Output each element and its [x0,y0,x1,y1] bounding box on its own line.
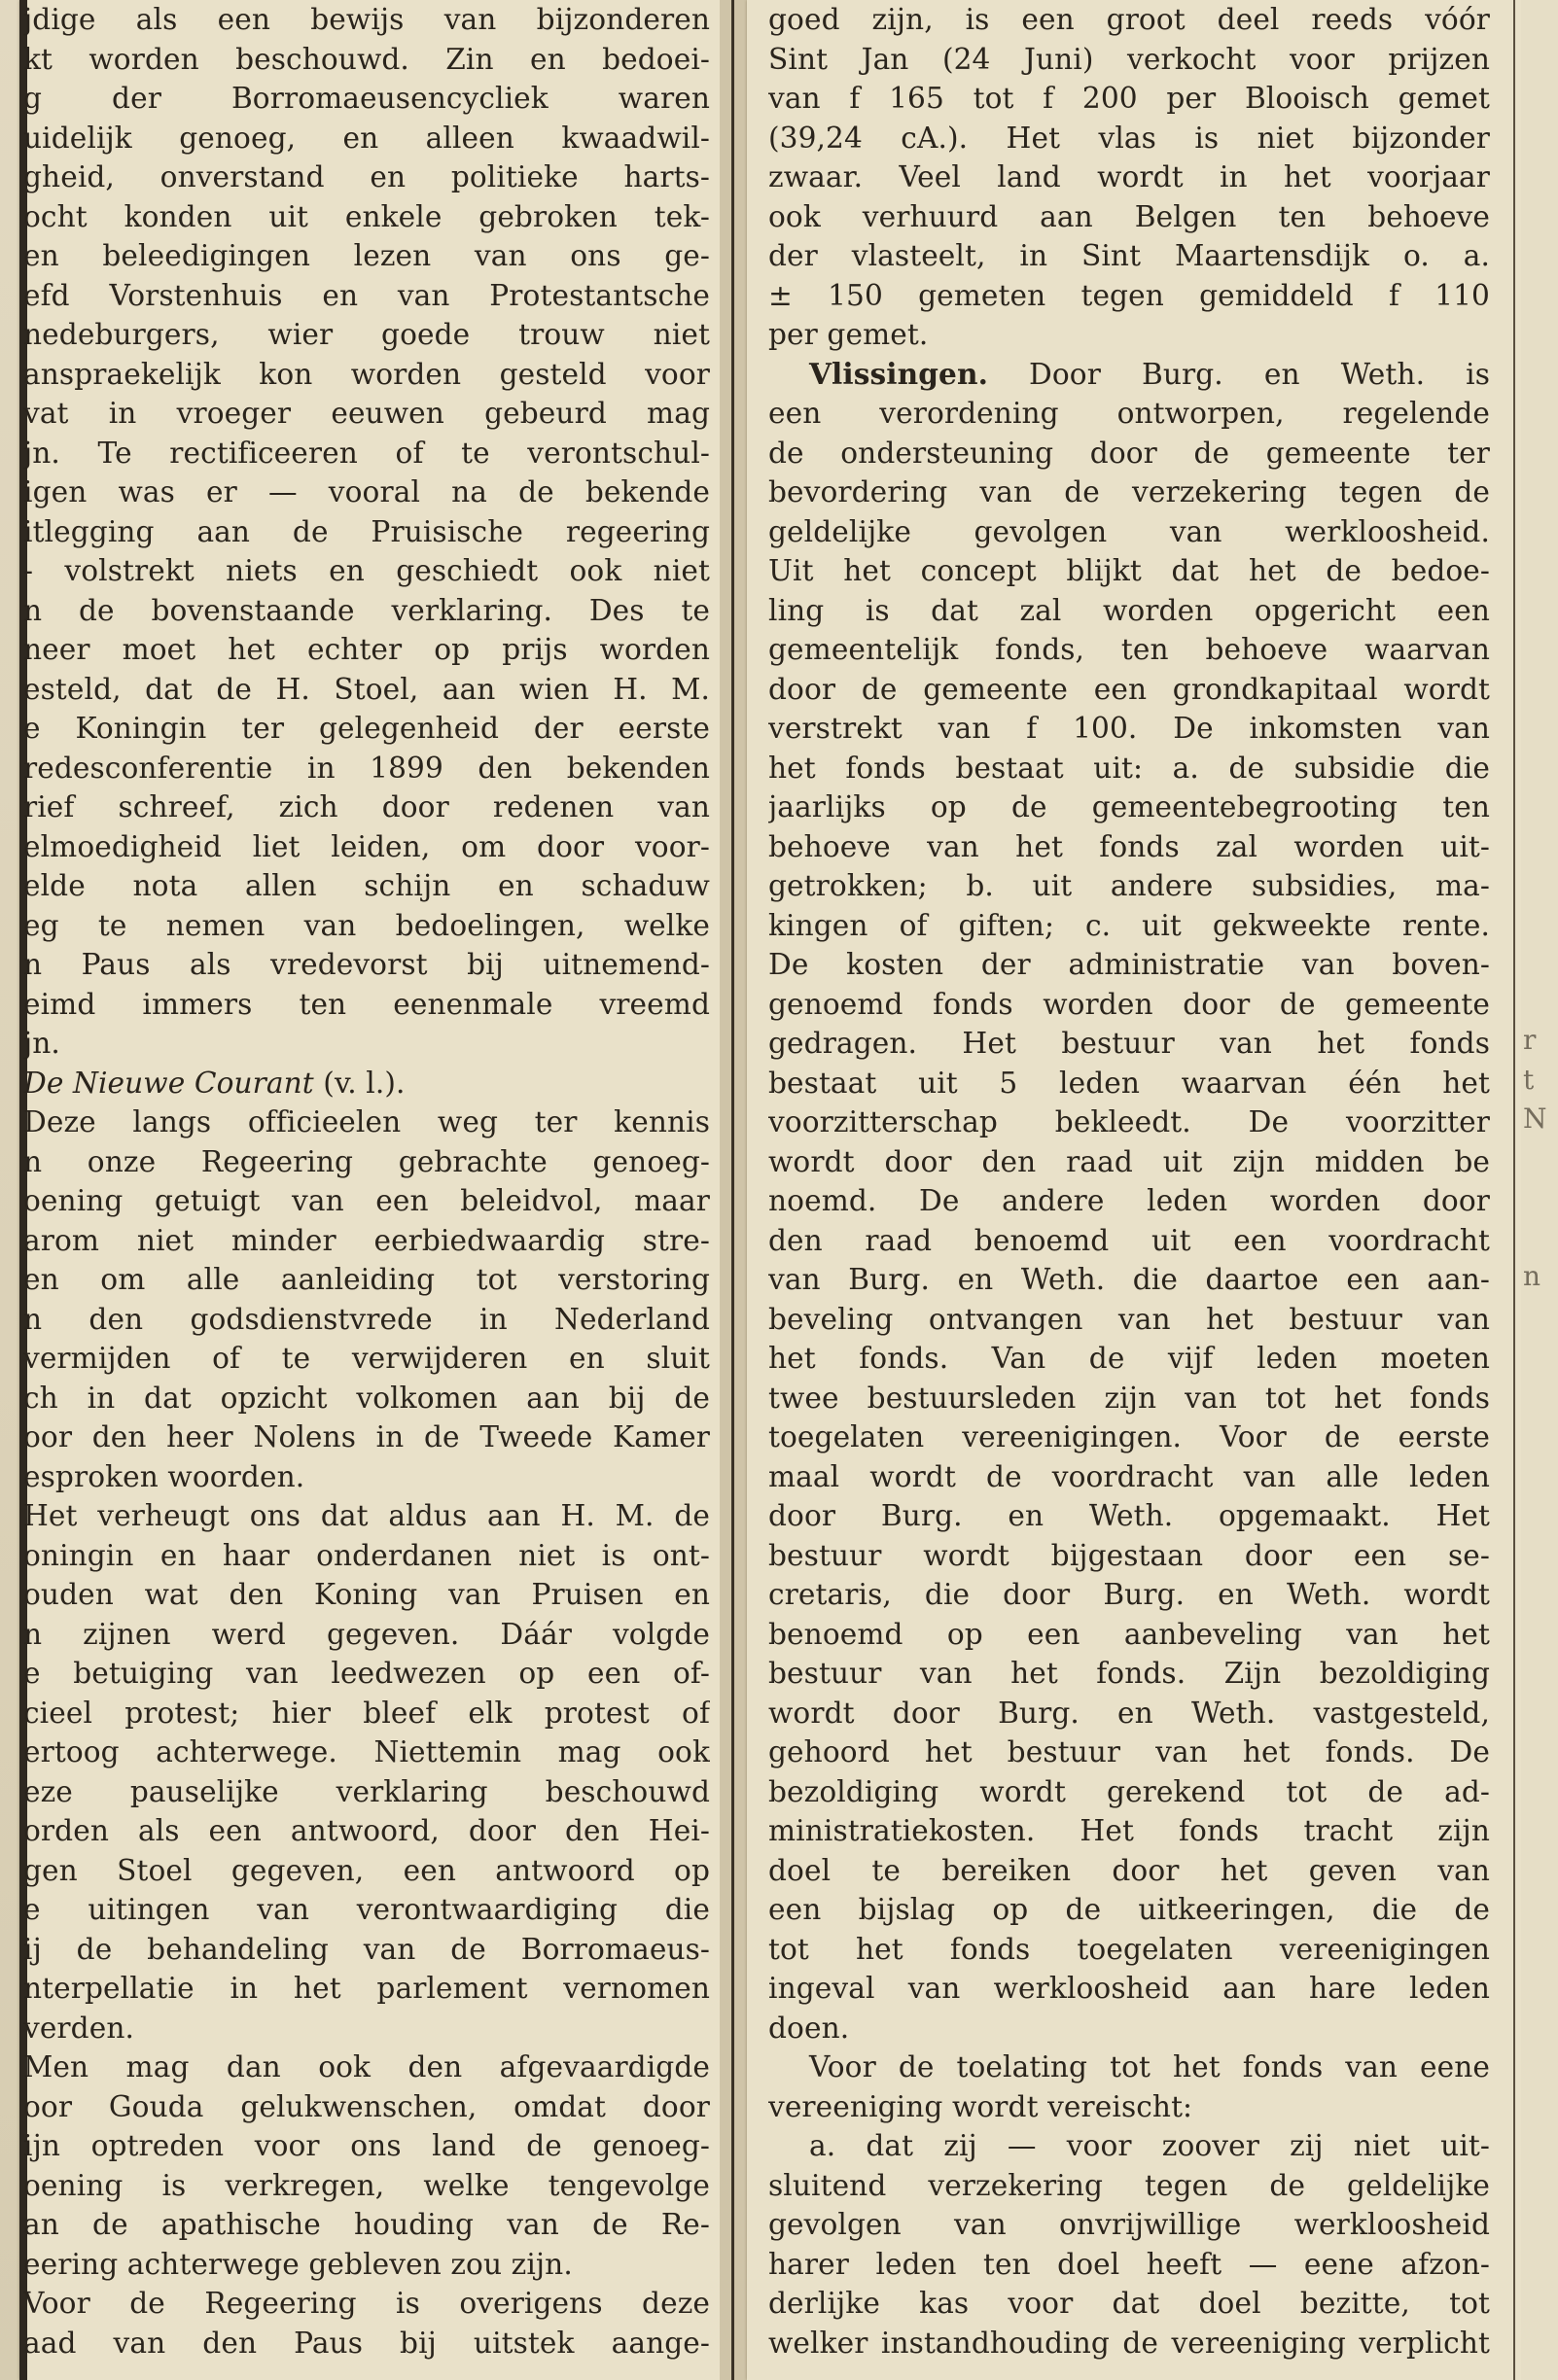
margin-fragment [1523,1218,1552,1258]
text-line: behoeve van het fonds zal worden uit- [768,829,1490,863]
text-line: en om alle aanleiding tot verstoring [23,1263,710,1296]
text-line: arom niet minder eerbiedwaardig stre- [23,1223,710,1257]
text-line: n de bovenstaande verklaring. Des te [23,593,710,627]
text-line: een verordening ontworpen, regelende [768,397,1490,430]
text-line: jaarlijks op de gemeentebegrooting ten [768,790,1490,823]
text-line: oor Gouda gelukwenschen, omdat door [23,2089,710,2123]
left-para-1 [23,0,710,1064]
text-line: e Koningin ter gelegenheid der eerste [23,712,710,745]
text-line: het fonds. Van de vijf leden moeten [768,1342,1490,1375]
text-line: vat in vroeger eeuwen gebeurd mag [23,397,710,430]
text-line: an de apathische houding van de Re- [23,2208,710,2241]
text-line: toegelaten vereenigingen. Voor de eerste [768,1420,1490,1453]
text-line: ± 150 gemeten tegen gemiddeld f 110 [768,278,1490,312]
text-line: gen Stoel gegeven, een antwoord op [23,1853,710,1887]
text-line: kt worden beschouwd. Zin en bedoei- [23,42,710,76]
text-line: efd Vorstenhuis en van Protestantsche [23,278,710,312]
text-line: verden. [23,2011,135,2045]
text-line: - volstrekt niets en geschiedt ook niet [23,554,710,587]
text-line: der vlasteelt, in Sint Maartensdijk o. a. [768,239,1490,272]
text-line: jn. [23,1027,60,1060]
text-line: cieel protest; hier bleef elk protest of [23,1696,710,1730]
text-line: oening is verkregen, welke tengevolge [23,2168,710,2202]
text-line: de ondersteuning door de gemeente ter [768,436,1490,470]
vlissingen-heading-line: Vlissingen. Door Burg. en Weth. is [809,356,1490,391]
text-line: e uitingen van verontwaardiging die [23,1893,710,1926]
text-line: sluitend verzekering tegen de geldelijke [768,2168,1490,2202]
text-line: voorzitterschap bekleedt. De voorzitter [768,1105,1490,1138]
text-line: igen was er — vooral na de bekende [23,475,710,508]
text-line: benoemd op een aanbeveling van het [768,1617,1490,1651]
left-column-text [23,0,710,2362]
text-line: gheid, onverstand en politieke harts- [23,160,710,193]
text-line: doen. [768,2011,850,2045]
text-line: zwaar. Veel land wordt in het voorjaar [768,160,1490,193]
text-line: ij de behandeling van de Borromaeus- [23,1932,710,1966]
right-para-1 [768,0,1490,355]
text-line: eg te nemen van bedoelingen, welke [23,908,710,942]
text-line: oningin en haar onderdanen niet is ont- [23,1538,710,1572]
text-line: vermijden of te verwijderen en sluit [23,1342,710,1375]
text-line: De kosten der administratie van boven- [768,948,1490,981]
text-line: ertoog achterwege. Niettemin mag ook [23,1735,710,1768]
text-line: itlegging aan de Pruisische regeering [23,514,710,548]
text-line: aad van den Paus bij uitstek aange- [23,2326,710,2360]
text-line: ocht konden uit enkele gebroken tek- [23,199,710,233]
text-line: Het verheugt ons dat aldus aan H. M. de [23,1499,710,1532]
text-line: welker instandhouding de vereeniging verplicht [768,2326,1490,2360]
right-para-3 [768,2048,1490,2126]
text-line: door Burg. en Weth. opgemaakt. Het [768,1499,1490,1532]
text-line: eze pauselijke verklaring beschouwd [23,1774,710,1808]
column-rule [731,0,734,2380]
text-line: neer moet het echter op prijs worden [23,633,710,666]
text-line: een bijslag op de uitkeeringen, die de [768,1893,1490,1926]
text-line: nedeburgers, wier goede trouw niet [23,318,710,351]
text-line: ch in dat opzicht volkomen aan bij de [23,1381,710,1415]
text-line: getrokken; b. uit andere subsidies, ma- [768,869,1490,902]
text-line: bevordering van de verzekering tegen de [768,475,1490,508]
vlissingen-heading: Vlissingen. [809,356,988,391]
text-line: den raad benoemd uit een voordracht [768,1223,1490,1257]
text-line: per gemet. [768,318,929,351]
text-line: bezoldiging wordt gerekend tot de ad- [768,1774,1490,1808]
text-line: gehoord het bestuur van het fonds. De [768,1735,1490,1768]
text-line: twee bestuursleden zijn van tot het fonds [768,1381,1490,1415]
text-line: jn. Te rectificeeren of te verontschul- [23,436,710,470]
text-line: bestuur van het fonds. Zijn bezoldiging [768,1657,1490,1690]
text-line: esteld, dat de H. Stoel, aan wien H. M. [23,672,710,706]
text-line: beveling ontvangen van het bestuur van [768,1302,1490,1336]
text-line: ingeval van werkloosheid aan hare leden [768,1972,1490,2005]
text-line: rief schreef, zich door redenen van [23,790,710,823]
text-line: ook verhuurd aan Belgen ten behoeve [768,199,1490,233]
text-line: a. dat zij — voor zoover zij niet uit- [809,2129,1490,2162]
right-para-2 [768,394,1490,2048]
text-line: tot het fonds toegelaten vereenigingen [768,1932,1490,1966]
text-line: n Paus als vredevorst bij uitnemend- [23,948,710,981]
text-line: vereeniging wordt vereischt: [768,2089,1193,2123]
text-line: g der Borromaeusencycliek waren [23,82,710,115]
text-line: bestuur wordt bijgestaan door een se- [768,1538,1490,1572]
text-line: derlijke kas voor dat doel bezitte, tot [768,2287,1490,2320]
text-line: ijn optreden voor ons land de genoeg- [23,2129,710,2162]
text-line: n zijnen werd gegeven. Dáár volgde [23,1617,710,1651]
text-line: doel te bereiken door het geven van [768,1853,1490,1887]
left-para-2 [23,1102,710,1496]
right-edge-rule [1513,0,1515,2380]
text-line: oening getuigt van een beleidvol, maar [23,1184,710,1217]
text-line: elde nota allen schijn en schaduw [23,869,710,902]
text-line: eimd immers ten eenenmale vreemd [23,987,710,1021]
text-line: orden als een antwoord, door den Hei- [23,1814,710,1847]
text-line: door de gemeente een grondkapitaal wordt [768,672,1490,706]
text-line: e betuiging van leedwezen op een of- [23,1657,710,1690]
text-line: elmoedigheid liet leiden, om door voor- [23,829,710,863]
text-line: n den godsdienstvrede in Nederland [23,1302,710,1336]
text-line: het fonds bestaat uit: a. de subsidie die [768,751,1490,785]
text-line: geldelijke gevolgen van werkloosheid. [768,514,1490,548]
margin-fragment: N [1523,1102,1547,1135]
text-line: maal wordt de voordracht van alle leden [768,1459,1490,1493]
margin-fragment: r [1523,1024,1537,1056]
text-line: Men mag dan ook den afgevaardigde [23,2050,710,2083]
margin-fragment: t [1523,1063,1535,1096]
text-line: en beleedigingen lezen van ons ge- [23,239,710,272]
adjacent-column-fragments [1523,1021,1552,1297]
text-line: jdige als een bewijs van bijzonderen [23,3,710,36]
source-attribution: De Nieuwe Courant (v. l.). [23,1066,406,1100]
text-line: cretaris, die door Burg. en Weth. wordt [768,1578,1490,1611]
text-line: Uit het concept blijkt dat het de bedoe- [768,554,1490,587]
left-para-3 [23,1496,710,2048]
text-line: kingen of giften; c. uit gekweekte rente. [768,908,1490,942]
margin-fragment [1523,1178,1552,1218]
text-line: (39,24 cA.). Het vlas is niet bijzonder [768,121,1490,155]
margin-fragment [1523,1139,1552,1179]
margin-fragment: n [1523,1260,1541,1292]
text-line: gevolgen van onvrijwillige werkloosheid [768,2208,1490,2241]
text-line: harer leden ten doel heeft — eene afzon- [768,2247,1490,2281]
text-line: bestaat uit 5 leden waarvan één het [768,1066,1490,1100]
text-line: van Burg. en Weth. die daartoe een aan- [768,1263,1490,1296]
left-para-5 [23,2284,710,2362]
text-line: genoemd fonds worden door de gemeente [768,987,1490,1021]
text-line: nterpellatie in het parlement vernomen [23,1972,710,2005]
text-line: Voor de toelating tot het fonds van eene [809,2050,1490,2083]
text-line: anspraekelijk kon worden gesteld voor [23,357,710,391]
text-line: van f 165 tot f 200 per Blooisch gemet [768,82,1490,115]
text-line: wordt door den raad uit zijn midden be [768,1144,1490,1178]
text-line: n onze Regeering gebrachte genoeg- [23,1144,710,1178]
text-line: Deze langs officieelen weg ter kennis [23,1105,710,1138]
text-line: esproken woorden. [23,1459,305,1493]
text-line: verstrekt van f 100. De inkomsten van [768,712,1490,745]
text-line: ling is dat zal worden opgericht een [768,593,1490,627]
text-line: redesconferentie in 1899 den bekenden [23,751,710,785]
text-line: oor den heer Nolens in de Tweede Kamer [23,1420,710,1453]
text-line: wordt door Burg. en Weth. vastgesteld, [768,1696,1490,1730]
left-para-4 [23,2048,710,2284]
text-line: Sint Jan (24 Juni) verkocht voor prijzen [768,42,1490,76]
text-line: ouden wat den Koning van Pruisen en [23,1578,710,1611]
text-line: noemd. De andere leden worden door [768,1184,1490,1217]
text-line: Voor de Regeering is overigens deze [23,2287,710,2320]
text-line: goed zijn, is een groot deel reeds vóór [768,3,1490,36]
text-line: uidelijk genoeg, en alleen kwaadwil- [23,121,710,155]
text-line: eering achterwege gebleven zou zijn. [23,2247,573,2281]
text-line: gemeentelijk fonds, ten behoeve waarvan [768,633,1490,666]
right-column-text [768,0,1490,2362]
text-line: ministratiekosten. Het fonds tracht zijn [768,1814,1490,1847]
right-para-4 [768,2126,1490,2362]
text-line: gedragen. Het bestuur van het fonds [768,1027,1490,1060]
